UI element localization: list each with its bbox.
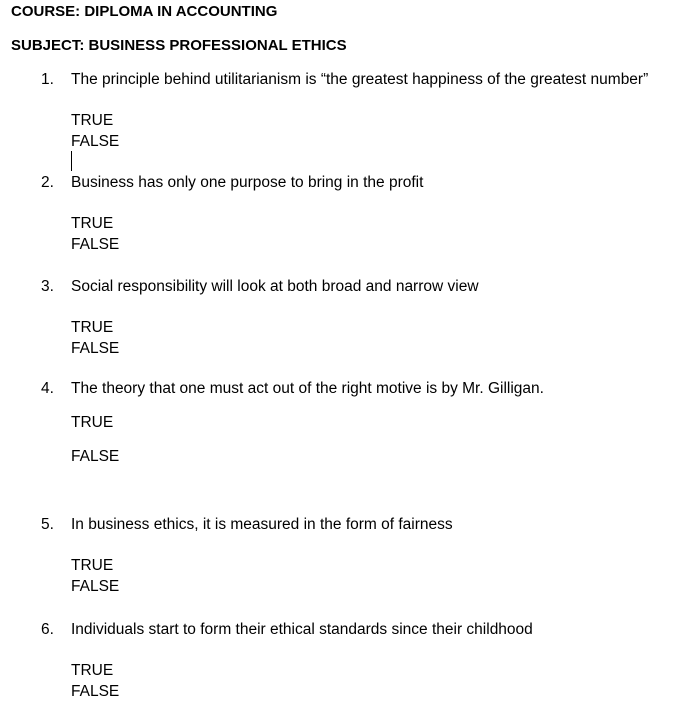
subject-heading: SUBJECT: BUSINESS PROFESSIONAL ETHICS [11, 37, 347, 54]
question-text: Social responsibility will look at both broad and narrow view [71, 278, 479, 295]
option-true[interactable]: TRUE [71, 215, 114, 232]
question-text: Business has only one purpose to bring in the profit [71, 174, 424, 191]
option-false[interactable]: FALSE [71, 340, 120, 357]
option-true[interactable]: TRUE [71, 414, 114, 431]
question-number: 2. [41, 174, 54, 191]
option-true[interactable]: TRUE [71, 112, 114, 129]
option-false[interactable]: FALSE [71, 133, 120, 150]
question-number: 6. [41, 621, 54, 638]
option-false[interactable]: FALSE [71, 683, 120, 700]
option-false[interactable]: FALSE [71, 578, 120, 595]
text-cursor [71, 151, 72, 171]
question-text: Individuals start to form their ethical standards since their childhood [71, 621, 533, 638]
question-number: 5. [41, 516, 54, 533]
option-false[interactable]: FALSE [71, 448, 120, 465]
question-text: The principle behind utilitarianism is “the greatest happiness of the greatest number” [71, 71, 649, 88]
option-false[interactable]: FALSE [71, 236, 120, 253]
option-true[interactable]: TRUE [71, 319, 114, 336]
option-true[interactable]: TRUE [71, 557, 114, 574]
question-text: The theory that one must act out of the right motive is by Mr. Gilligan. [71, 380, 544, 397]
question-text: In business ethics, it is measured in the form of fairness [71, 516, 453, 533]
course-heading: COURSE: DIPLOMA IN ACCOUNTING [11, 3, 278, 20]
question-number: 3. [41, 278, 54, 295]
question-number: 1. [41, 71, 54, 88]
question-number: 4. [41, 380, 54, 397]
option-true[interactable]: TRUE [71, 662, 114, 679]
